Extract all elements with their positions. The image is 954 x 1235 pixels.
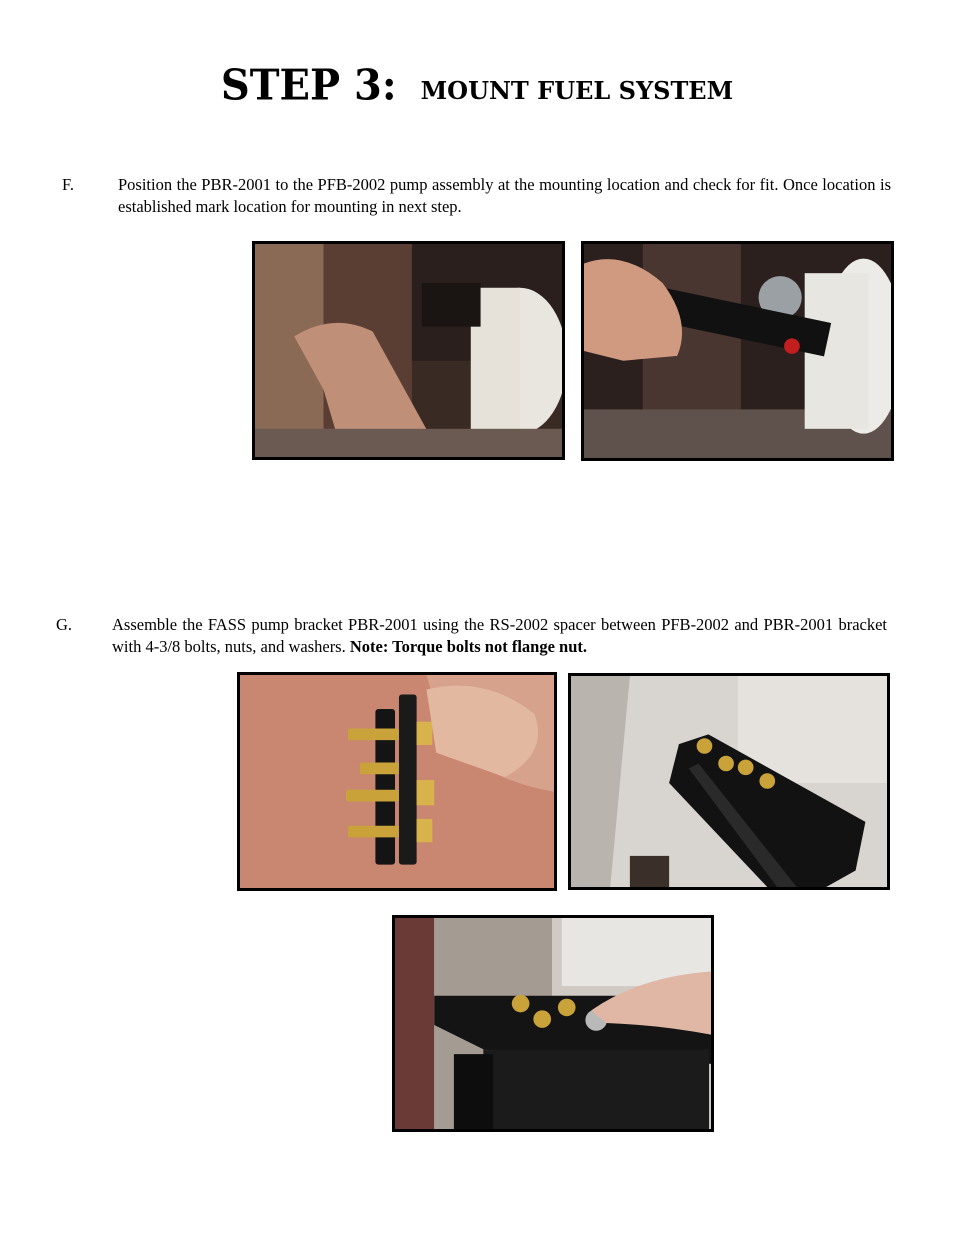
step-letter: G.	[56, 615, 73, 634]
step-note: Note: Torque bolts not flange nut.	[349, 637, 588, 656]
page-heading	[0, 62, 954, 109]
photo-bracket-on-frame	[568, 673, 890, 890]
step-text	[112, 614, 887, 658]
photo-tightening-bolts	[392, 915, 714, 1132]
photo-hand-reaching-frame	[252, 241, 565, 460]
photo-bracket-bolts	[237, 672, 557, 891]
step-text: Position the PBR-2001 to the PFB-2002 pump assembly at the mounting location and check for fit. Once location is established mark location for mounting in next step.	[118, 175, 891, 216]
step-g	[56, 614, 888, 660]
step-title: MOUNT FUEL SYSTEM	[420, 76, 734, 105]
step-f	[62, 174, 892, 220]
photo-hand-holding-bracket	[581, 241, 894, 461]
step-text-body: Assemble the FASS pump bracket PBR-2001 using the RS-2002 spacer between PFB-2002 and PBR-2001 bracket with 4-3/8 bolts, nuts, and washers.	[112, 615, 887, 656]
step-number: STEP 3:	[220, 60, 397, 111]
step-letter: F.	[62, 175, 74, 194]
